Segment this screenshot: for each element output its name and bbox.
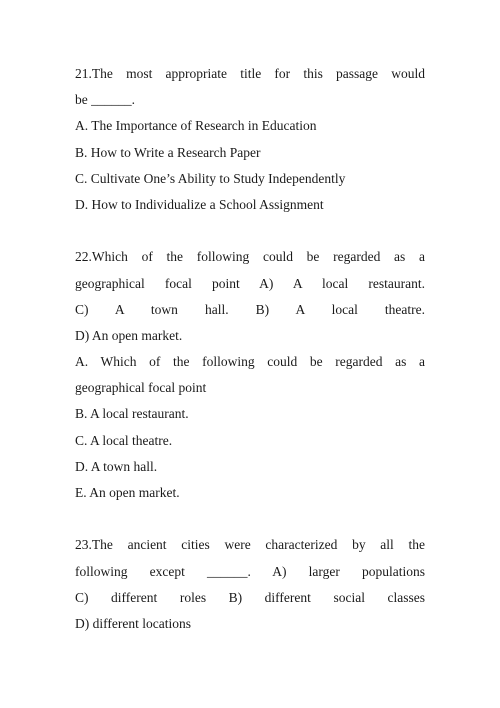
question-text-line: be ______. — [75, 92, 135, 108]
question-text-line: D) different locations — [75, 615, 191, 631]
question-spacer — [75, 218, 425, 244]
question-23 — [75, 532, 425, 637]
option-e: E. An open market. — [75, 485, 180, 500]
document-page — [75, 61, 425, 637]
option-a: A. The Importance of Research in Education — [75, 118, 317, 134]
option-b: B. How to Write a Research Paper — [75, 144, 261, 160]
question-text-line: 22.Which of the following could be regarded as a — [75, 249, 425, 265]
option-a-continued: geographical focal point — [75, 380, 207, 396]
question-spacer — [75, 506, 425, 532]
option-c: C. Cultivate One’s Ability to Study Independently — [75, 170, 346, 186]
question-text-line: C) A town hall. B) A local theatre. — [75, 301, 425, 317]
question-text-line: 23.The ancient cities were characterized by all the — [75, 537, 425, 553]
question-text-line: D) An open market. — [75, 327, 183, 343]
question-text-line: geographical focal point A) A local restaurant. — [75, 275, 425, 291]
option-b: B. A local restaurant. — [75, 406, 189, 422]
option-d: D. A town hall. — [75, 458, 158, 474]
option-a: A. Which of the following could be regarded as a — [75, 354, 425, 370]
question-text-line: 21.The most appropriate title for this passage would — [75, 66, 425, 81]
question-21 — [75, 61, 425, 218]
option-d: D. How to Individualize a School Assignment — [75, 196, 324, 212]
question-text-line: C) different roles B) different social classes — [75, 589, 425, 605]
question-text-line: following except ______. A) larger populations — [75, 563, 425, 579]
question-22 — [75, 244, 425, 506]
option-c: C. A local theatre. — [75, 432, 173, 448]
